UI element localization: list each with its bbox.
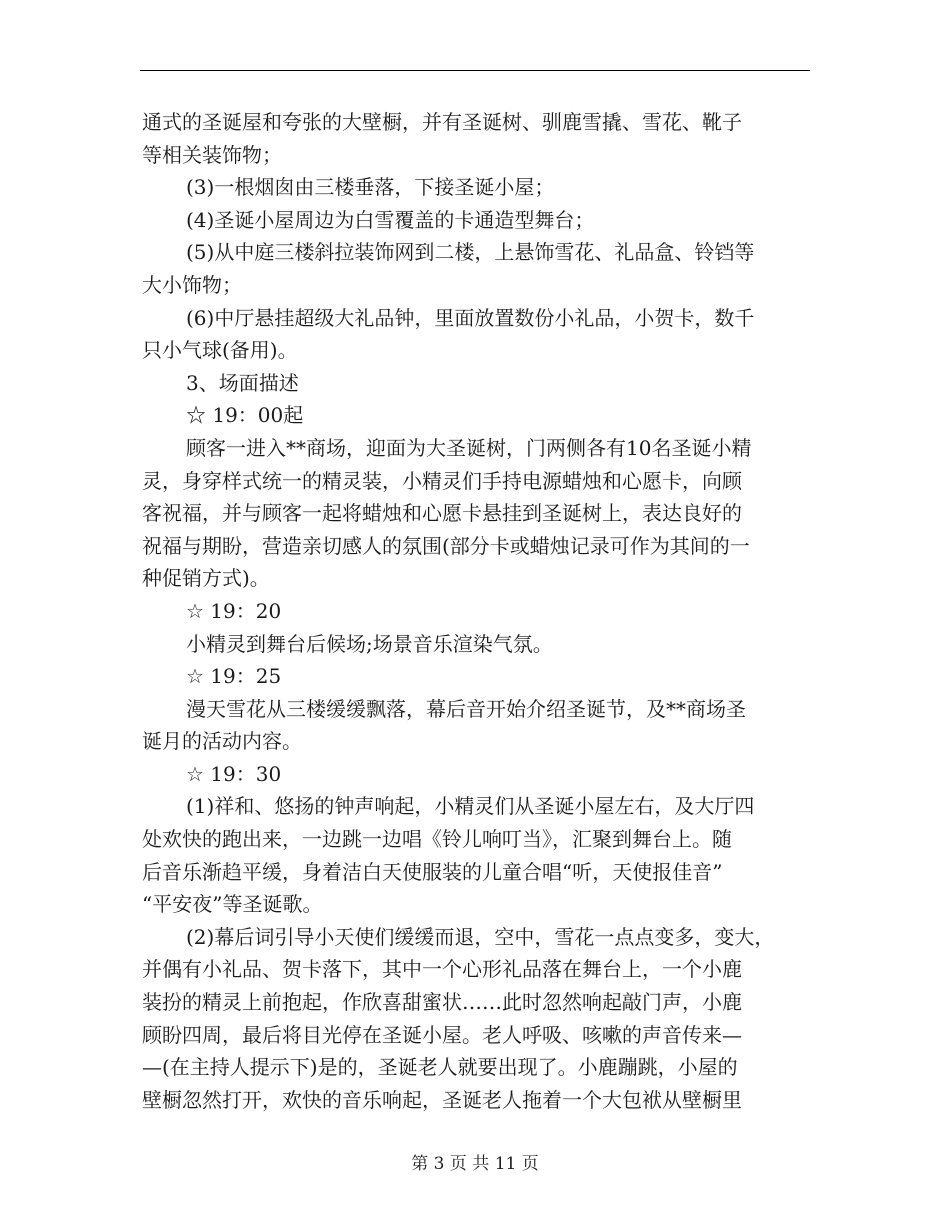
header-rule: [140, 70, 810, 71]
text-line: ☆ 19：30: [186, 761, 282, 786]
text-line: (4)圣诞小屋周边为白雪覆盖的卡通造型舞台；: [186, 207, 595, 232]
text-line: ☆ 19：25: [186, 664, 282, 689]
document-body: [142, 106, 814, 1116]
text-line: 并偶有小礼品、贺卡落下，其中一个心形礼品落在舞台上，一个小鹿: [142, 957, 742, 982]
text-line: (3)一根烟囱由三楼垂落，下接圣诞小屋；: [186, 175, 555, 200]
text-line: 种促销方式)。: [142, 566, 270, 591]
text-line: 处欢快的跑出来，一边跳一边唱《铃儿响叮当》，汇聚到舞台上。随: [142, 827, 732, 852]
text-line: 小精灵到舞台后候场;场景音乐渲染气氛。: [186, 631, 553, 656]
text-line: (5)从中庭三楼斜拉装饰网到二楼，上悬饰雪花、礼品盒、铃铛等: [186, 240, 755, 265]
text-line: 只小气球(备用)。: [142, 338, 298, 363]
text-line: ☆ 19：20: [186, 598, 282, 623]
text-line: —(在主持人提示下)是的，圣诞老人就要出现了。小鹿蹦跳，小屋的: [142, 1055, 738, 1080]
text-line: 客祝福，并与顾客一起将蜡烛和心愿卡悬挂到圣诞树上，表达良好的: [142, 501, 742, 526]
text-line: 3、场面描述: [186, 370, 299, 395]
text-line: 漫天雪花从三楼缓缓飘落，幕后音开始介绍圣诞节，及**商场圣: [186, 696, 746, 721]
text-line: 诞月的活动内容。: [142, 729, 302, 754]
text-line: “平安夜”等圣诞歌。: [142, 892, 323, 917]
text-line: 等相关装饰物；: [142, 142, 282, 167]
text-line: ☆ 19：00起: [186, 403, 304, 428]
text-line: 祝福与期盼，营造亲切感人的氛围(部分卡或蜡烛记录可作为其间的一: [142, 533, 750, 558]
text-line: 壁橱忽然打开，欢快的音乐响起，圣诞老人拖着一个大包袱从壁橱里: [142, 1087, 742, 1112]
text-line: (6)中厅悬挂超级大礼品钟，里面放置数份小礼品，小贺卡，数千: [186, 305, 755, 330]
text-line: 顾客一进入**商场，迎面为大圣诞树，门两侧各有10名圣诞小精: [186, 435, 752, 460]
text-line: (1)祥和、悠扬的钟声响起，小精灵们从圣诞小屋左右，及大厅四: [186, 794, 755, 819]
text-line: 灵，身穿样式统一的精灵装，小精灵们手持电源蜡烛和心愿卡，向顾: [142, 468, 742, 493]
text-line: 大小饰物；: [142, 272, 242, 297]
text-line: 顾盼四周，最后将目光停在圣诞小屋。老人呼吸、咳嗽的声音传来—: [142, 1022, 742, 1047]
text-line: (2)幕后词引导小天使们缓缓而退，空中，雪花一点点变多，变大，: [186, 924, 775, 949]
text-line: 后音乐渐趋平缓，身着洁白天使服装的儿童合唱“听，天使报佳音”: [142, 859, 723, 884]
page-footer: 第 3 页 共 11 页: [411, 1154, 539, 1174]
text-line: 通式的圣诞屋和夸张的大壁橱，并有圣诞树、驯鹿雪撬、雪花、靴子: [142, 110, 742, 134]
text-line: 装扮的精灵上前抱起，作欣喜甜蜜状……此时忽然响起敲门声，小鹿: [142, 990, 742, 1015]
